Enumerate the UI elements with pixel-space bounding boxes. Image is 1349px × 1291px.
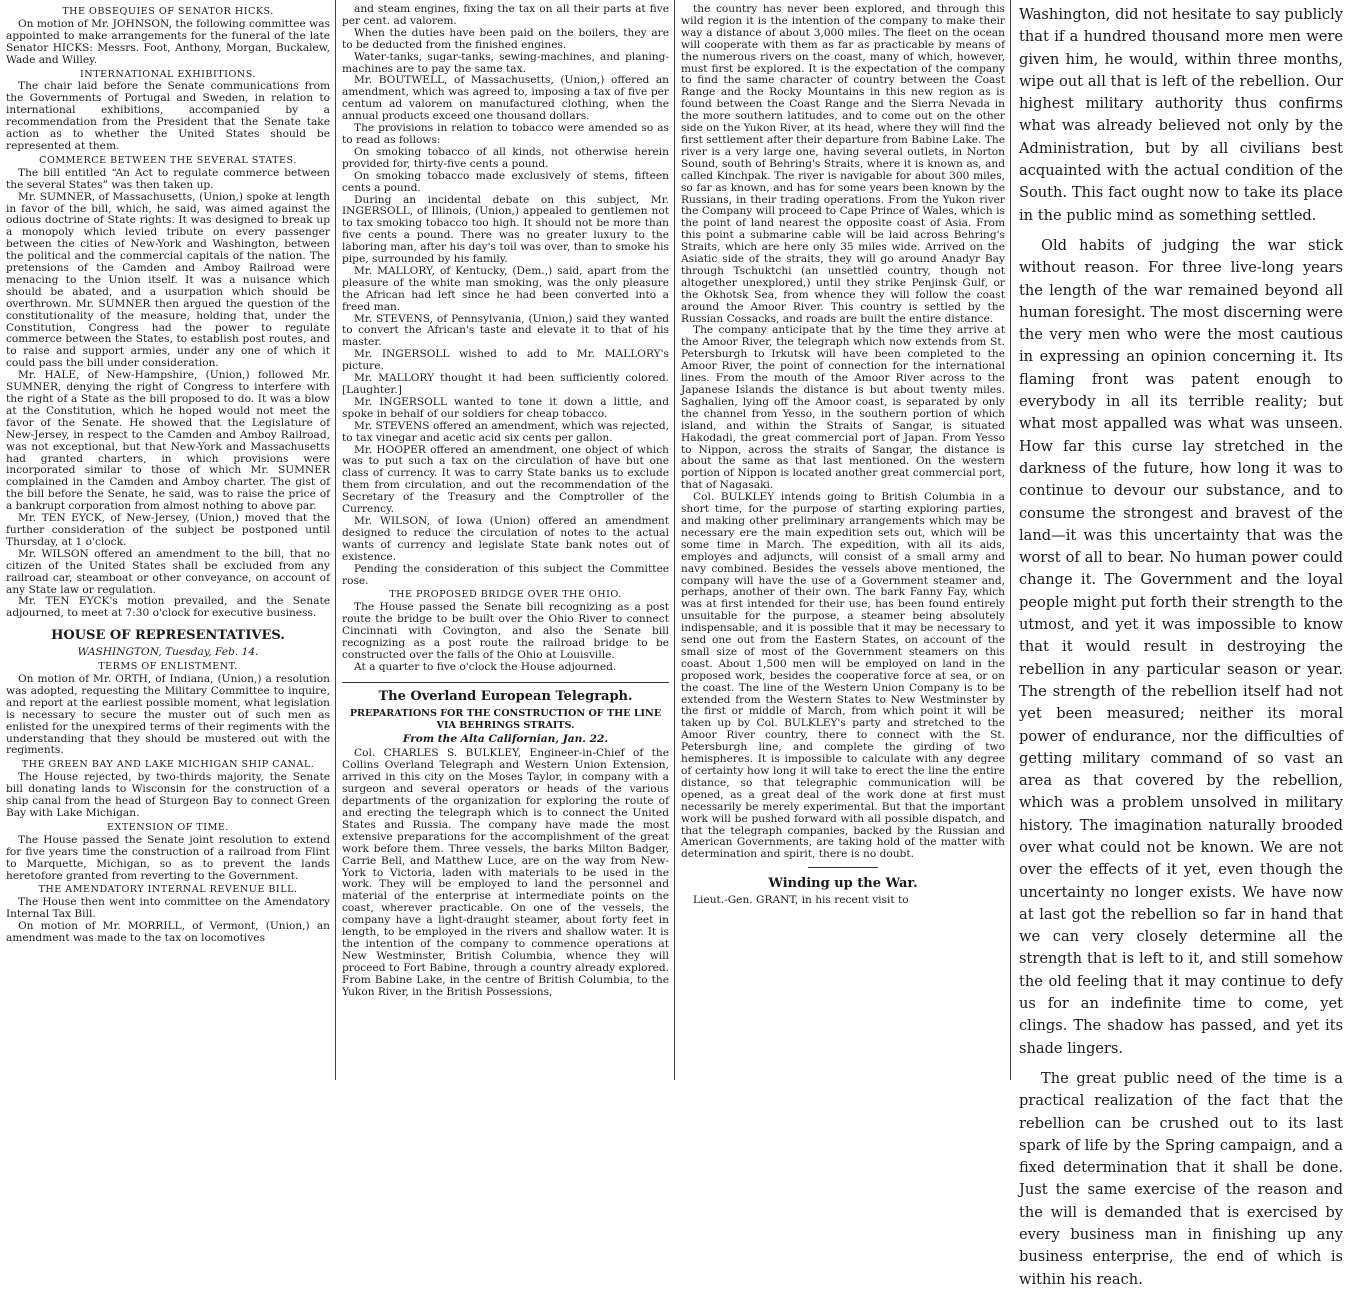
paragraph: Water-tanks, sugar-tanks, sewing-machines, and planing-machines are to pay the same tax. bbox=[342, 50, 669, 75]
section-heading: THE PROPOSED BRIDGE OVER THE OHIO. bbox=[389, 589, 622, 601]
paragraph: Mr. BOUTWELL, of Massachusetts, (Union,) offered an amendment, which was agreed to, imposing a tax of five per centum ad valorem on manufactured clothing, when the annual products exceed one thousand dollars. bbox=[342, 74, 669, 123]
paragraph: Old habits of judging the war stick without reason. For three live-long years the length of the war remained beyond all human foresight. The most discerning were the very men who were the most cautious in expressing an opinion concerning it. Its flaming front was patent enough to everybody in all its terrible reality; but what most appalled was what was unseen. How far this curse lay stretched in the darkness of the future, how long it was to continue to devour our substance, and to consume the strongest and bravest of the land—it was this uncertainty that was the worst of all to bear. No human power could change it. The Government and the loyal people might put forth their strength to the utmost, and yet it was impossible to know that it would result in destroying the rebellion in any particular season or year. The strength of the rebellion itself had not yet been measured; neither its moral power of endurance, nor the difficulties of getting military command of so vast an area as that covered by the rebellion, which was a problem unsolved in military history. The imagination naturally brooded over what could not be known. We are not over the effects of it yet, even though the uncertainty no longer exists. We have now at last got the rebellion so far in hand that we can very closely determine all the strength that is left to it, and still somehow the old feeling that it may continue to defy us for an indefinite time to come, yet clings. The shadow has passed, and yet its shade lingers. bbox=[1019, 236, 1343, 1057]
paragraph: During an incidental debate on this subject, Mr. INGERSOLL, of Illinois, (Union,) appealed to gentlemen not to tax smoking tobacco too high. It should not be more than five cents a pound. There was no greater luxury to the laboring man, after his day's toil was over, than to smoke his pipe, surrounded by his family. bbox=[342, 193, 669, 266]
paragraph: Mr. TEN EYCK, of New-Jersey, (Union,) moved that the further consideration of the subject be postponed until Thursday, at 1 o'clock. bbox=[6, 512, 330, 548]
paragraph: Mr. WILSON, of Iowa (Union) offered an amendment designed to reduce the circulation of notes to the actual wants of currency and legislate State bank notes out of existence. bbox=[342, 514, 669, 563]
paragraph: On motion of Mr. ORTH, of Indiana, (Union,) a resolution was adopted, requesting the Military Committee to inquire, and report at the earliest possible moment, what legislation is necessary to secure the muster out of such men as enlisted for the unexpired terms of their regiments with the understanding that they should be mustered out with the regiments. bbox=[6, 673, 330, 757]
paragraph: Mr. INGERSOLL wished to add to Mr. MALLORY's picture. bbox=[342, 348, 669, 373]
short-rule bbox=[808, 867, 878, 868]
paragraph: Mr. HOOPER offered an amendment, one object of which was to put such a tax on the circulation of have but one class of currency. It was to carry State banks us to exclude them from circulation, and out the recommendation of the Secretary of the Treasury and the Comptroller of the Currency. bbox=[342, 443, 669, 516]
article-headline: Winding up the War. bbox=[768, 876, 918, 892]
section-heading: INTERNATIONAL EXHIBITIONS. bbox=[80, 68, 256, 80]
paragraph: The House passed the Senate bill recognizing as a post route the bridge to be built over the Ohio River to connect Cincinnati with Covington, and also the Senate bill recognizing as a post route the railroad bridge to be constructed over the falls of the Ohio at Louisville. bbox=[342, 601, 669, 661]
paragraph: Pending the consideration of this subject the Committee rose. bbox=[342, 562, 669, 587]
paragraph: Mr. SUMNER, of Massachusetts, (Union,) spoke at length in favor of the bill, which, he said, was aimed against the odious doctrine of State rights. It was designed to break up a monopoly which levied tribute on every passenger between the cities of New-York and Washington, between the political and the commercial capitals of the nation. The pretensions of the Camden and Amboy Railroad were menacing to the Union itself. It was a nuisance which should be abated, and a usurpation which should be overthrown. Mr. SUMNER then argued the question of the constitutionality of the measure, holding that, under the Constitution, Congress had the power to regulate commerce between the States, to establish post routes, and to raise and support armies, under any one of which it could pass the bill under consideration. bbox=[6, 190, 330, 370]
section-heading: TERMS OF ENLISTMENT. bbox=[98, 661, 238, 673]
paragraph: The chair laid before the Senate communications from the Governments of Portugal and Sweden, in relation to international exhibitions, accompanied by a recommendation from the President that the Senate take action as to whether the United States should be represented at them. bbox=[6, 80, 330, 152]
paragraph: and steam engines, fixing the tax on all their parts at five per cent. ad valorem. bbox=[342, 3, 669, 27]
column-3 bbox=[675, 0, 1011, 1080]
dateline: WASHINGTON, Tuesday, Feb. 14. bbox=[77, 646, 259, 659]
article-headline: The Overland European Telegraph. bbox=[342, 682, 669, 705]
paragraph: The House then went into committee on the Amendatory Internal Tax Bill. bbox=[6, 896, 330, 921]
column-4-editorial bbox=[1011, 0, 1349, 1288]
paragraph: Col. CHARLES S. BULKLEY, Engineer-in-Chief of the Collins Overland Telegraph and Western Union Extension, arrived in this city on the Moses Taylor, in company with a surgeon and several operators or heads of the various departments of the organization for exploring the route of and erecting the telegraph which is to connect the United States and Russia. The company have made the most extensive preparations for the accomplishment of the great work before them. Three vessels, the barks Milton Badger, Carrie Bell, and Matthew Luce, are on the way from New-York to Victoria, laden with materials to be used in the work. They will be employed to land the personnel and material of the enterprise at intermediate points on the coast, wherever practicable. On one of the vessels, the company have a light-draught steamer, about forty feet in length, to be employed in the rivers and shallow water. It is the intention of the company to commence operations at New Westminster, British Columbia, whence they will proceed to Fort Babine, through a country already explored. From Babine Lake, in the centre of British Columbia, to the Yukon River, in the British Possessions, bbox=[342, 747, 669, 998]
paragraph: Mr. STEVENS, of Pennsylvania, (Union,) said they wanted to convert the African's taste and elevate it to that of his master. bbox=[342, 312, 669, 349]
paragraph: Lieut.-Gen. GRANT, in his recent visit to bbox=[693, 894, 909, 907]
paragraph: Mr. WILSON offered an amendment to the bill, that no citizen of the United States shall be excluded from any railroad car, steamboat or other conveyance, on account of any State law or regulation. bbox=[6, 547, 330, 596]
article-headline: HOUSE OF REPRESENTATIVES. bbox=[51, 628, 285, 644]
paragraph: The provisions in relation to tobacco were amended so as to read as follows: bbox=[342, 122, 669, 146]
paragraph: On motion of Mr. MORRILL, of Vermont, (Union,) an amendment was made to the tax on locomotives bbox=[6, 920, 330, 945]
paragraph: Col. BULKLEY intends going to British Columbia in a short time, for the purpose of starting exploring parties, and making other preliminary arrangements which may be necessary ere the main expedition sets out, which will be some time in March. The expedition, with all its aids, employes and adjuncts, will consist of a small army and navy combined. Besides the vessels above mentioned, the company will have the use of a Government steamer and, perhaps, another of their own. The bark Fanny Fay, which was at first intended for their use, has been found entirely unsuitable for the purpose, a steamer being absolutely indispensable, and it is possible that it may be necessary to send one out from the Eastern States, on account of the small size of most of the Government steamers on this coast. About 1,500 men will be employed on land in the proposed work, besides the cooperative force at sea, or on the coast. The line of the Western Union Company is to be extended from the Western States to New Westminster by the first or middle of March, from which point it will be taken up by Col. BULKLEY's party and stretched to the Amoor River country, there to connect with the St. Petersburgh line, and complete the girding of two hemispheres. It is impossible to calculate with any degree of certainty how long it will take to erect the line the entire distance, so that telegraphic communication will be opened, as a great deal of the work done at first must necessarily be merely experimental. But that the important work will be pushed forward with all possible dispatch, and that the telegraph companies, backed by the Russian and American Governments, are taking hold of the matter with determination and spirit, there is no doubt. bbox=[681, 491, 1005, 861]
paragraph: The great public need of the time is a practical realization of the fact that the rebellion can be crushed out to its last spark of life by the Spring campaign, and a fixed determination that it shall be done. Just the same exercise of the reason and the will is demanded that is exercised by every business man in finishing up any business enterprise, the end of which is within his reach. bbox=[1019, 1069, 1343, 1288]
section-heading: EXTENSION OF TIME. bbox=[107, 821, 229, 833]
section-heading: THE OBSEQUIES OF SENATOR HICKS. bbox=[62, 6, 274, 17]
paragraph: Mr. MALLORY thought it had been sufficiently colored. [Laughter.] bbox=[342, 372, 669, 396]
paragraph: the country has never been explored, and through this wild region it is the intention of the company to make their way a distance of about 3,000 miles. The fleet on the ocean will cooperate with them as far as practicable by means of the numerous rivers on the coast, many of which, however, must first be explored. It is the expectation of the company to find the same character of country between the Coast Range and the Rocky Mountains in this new region as is found between the Coast Range and the Sierra Nevada in the more southern latitudes, and to come out on the other side on the Yukon River, at its head, where they will find the first settlement after their departure from Babine Lake. The river is a very large one, having several outlets, in Norton Sound, south of Behring's Straits, where it is known as, and called Kinchpak. The river is navigable for about 300 miles, so far as known, and has for some years been known by the Russians, in their trading operations. From the Yukon river the Company will proceed to Cape Prince of Wales, which is the point of land nearest the opposite coast of Asia. From this point a submarine cable will be laid across Behring's Straits, which are here only 35 miles wide. Arrived on the Asiatic side of the straits, they will go around Anadyr Bay through Tschuktchi (an unsettled country, though not altogether unexplored,) until they strike Penjinsk Gulf, or the Okhotsk Sea, from whence they will follow the coast around the Amoor River. This country is settled by the Russian Cossacks, and roads are built the entire distance. bbox=[681, 3, 1005, 325]
paragraph: The House rejected, by two-thirds majority, the Senate bill donating lands to Wisconsin for the construction of a ship canal from the head of Sturgeon Bay to connect Green Bay with Lake Michigan. bbox=[6, 771, 330, 819]
paragraph: On motion of Mr. JOHNSON, the following committee was appointed to make arrangements for the funeral of the late Senator HICKS: Messrs. Foot, Anthony, Morgan, Buckalew, Wade and Willey. bbox=[6, 17, 330, 66]
paragraph: The bill entitled “An Act to regulate commerce between the several States” was then taken up. bbox=[6, 166, 330, 191]
paragraph: Washington, did not hesitate to say publicly that if a hundred thousand more men were given him, he would, within three months, wipe out all that is left of the rebellion. Our highest military authority thus confirms what was already believed not only by the Administration, but by all civilians best acquainted with the actual condition of the South. This fact ought now to take its place in the public mind as something settled. bbox=[1019, 6, 1343, 224]
paragraph: Mr. HALE, of New-Hampshire, (Union,) followed Mr. SUMNER, denying the right of Congress to interfere with the right of a State as the bill proposed to do. It was a blow at the Constitution, which he hoped would not meet the favor of the Senate. He showed that the Legislature of New-Jersey, in respect to the Camden and Amboy Railroad, was not exceptional, but that New-York and Massachusetts had granted charters, in which provisions were incorporated similar to those of which Mr. SUMNER complained in the Camden and Amboy charter. The gist of the bill before the Senate, he said, was to raise the price of a bankrupt corporation from almost nothing to above par. bbox=[6, 369, 330, 513]
paragraph: On smoking tobacco made exclusively of stems, fifteen cents a pound. bbox=[342, 169, 669, 194]
paragraph: Mr. MALLORY, of Kentucky, (Dem.,) said, apart from the pleasure of the white man smoking, was the only pleasure the African had left since he had been converted into a freed man. bbox=[342, 264, 669, 313]
paragraph: At a quarter to five o'clock the House adjourned. bbox=[354, 660, 617, 673]
paragraph: Mr. STEVENS offered an amendment, which was rejected, to tax vinegar and acetic acid six cents per gallon. bbox=[342, 419, 669, 444]
section-heading: THE AMENDATORY INTERNAL REVENUE BILL. bbox=[38, 884, 298, 896]
paragraph: Mr. INGERSOLL wanted to tone it down a little, and spoke in behalf of our soldiers for cheap tobacco. bbox=[342, 395, 669, 420]
source-line: From the Alta Californian, Jan. 22. bbox=[402, 732, 609, 745]
paragraph: The House passed the Senate joint resolution to extend for five years time the construction of a railroad from Flint to Marquette, Michigan, so as to prevent the lands heretofore granted from reverting to the Government. bbox=[6, 833, 330, 882]
paragraph: Mr. TEN EYCK's motion prevailed, and the Senate adjourned, to meet at 7:30 o'clock for executive business. bbox=[6, 595, 330, 620]
column-2 bbox=[336, 0, 675, 1080]
article-subheading: PREPARATIONS FOR THE CONSTRUCTION OF THE LINE VIA BEHRINGS STRAITS. bbox=[349, 707, 662, 731]
paragraph: On smoking tobacco of all kinds, not otherwise herein provided for, thirty-five cents a pound. bbox=[342, 145, 669, 170]
paragraph: When the duties have been paid on the boilers, they are to be deducted from the finished engines. bbox=[342, 26, 669, 51]
section-heading: THE GREEN BAY AND LAKE MICHIGAN SHIP CANAL. bbox=[21, 759, 315, 771]
section-heading: COMMERCE BETWEEN THE SEVERAL STATES. bbox=[39, 154, 297, 166]
paragraph: The company anticipate that by the time they arrive at the Amoor River, the telegraph which now extends from St. Petersburgh to Irkutsk will have been completed to the Amoor River, the point of connection for the international lines. From the mouth of the Amoor River across to the Japanese Islands the distance is but about twenty miles. Saghalien, lying off the Amoor coast, is separated by only the channel from Yesso, in the southern portion of which island, and within the Straits of Sangar, is situated Hakodadi, the great commercial port of Japan. From Yesso to Nippon, across the straits of Sangar, the distance is about the same as that last mentioned. On the western portion of Nippon is located another great commercial port, that of Nagasaki. bbox=[681, 324, 1005, 492]
column-1 bbox=[0, 0, 336, 1080]
